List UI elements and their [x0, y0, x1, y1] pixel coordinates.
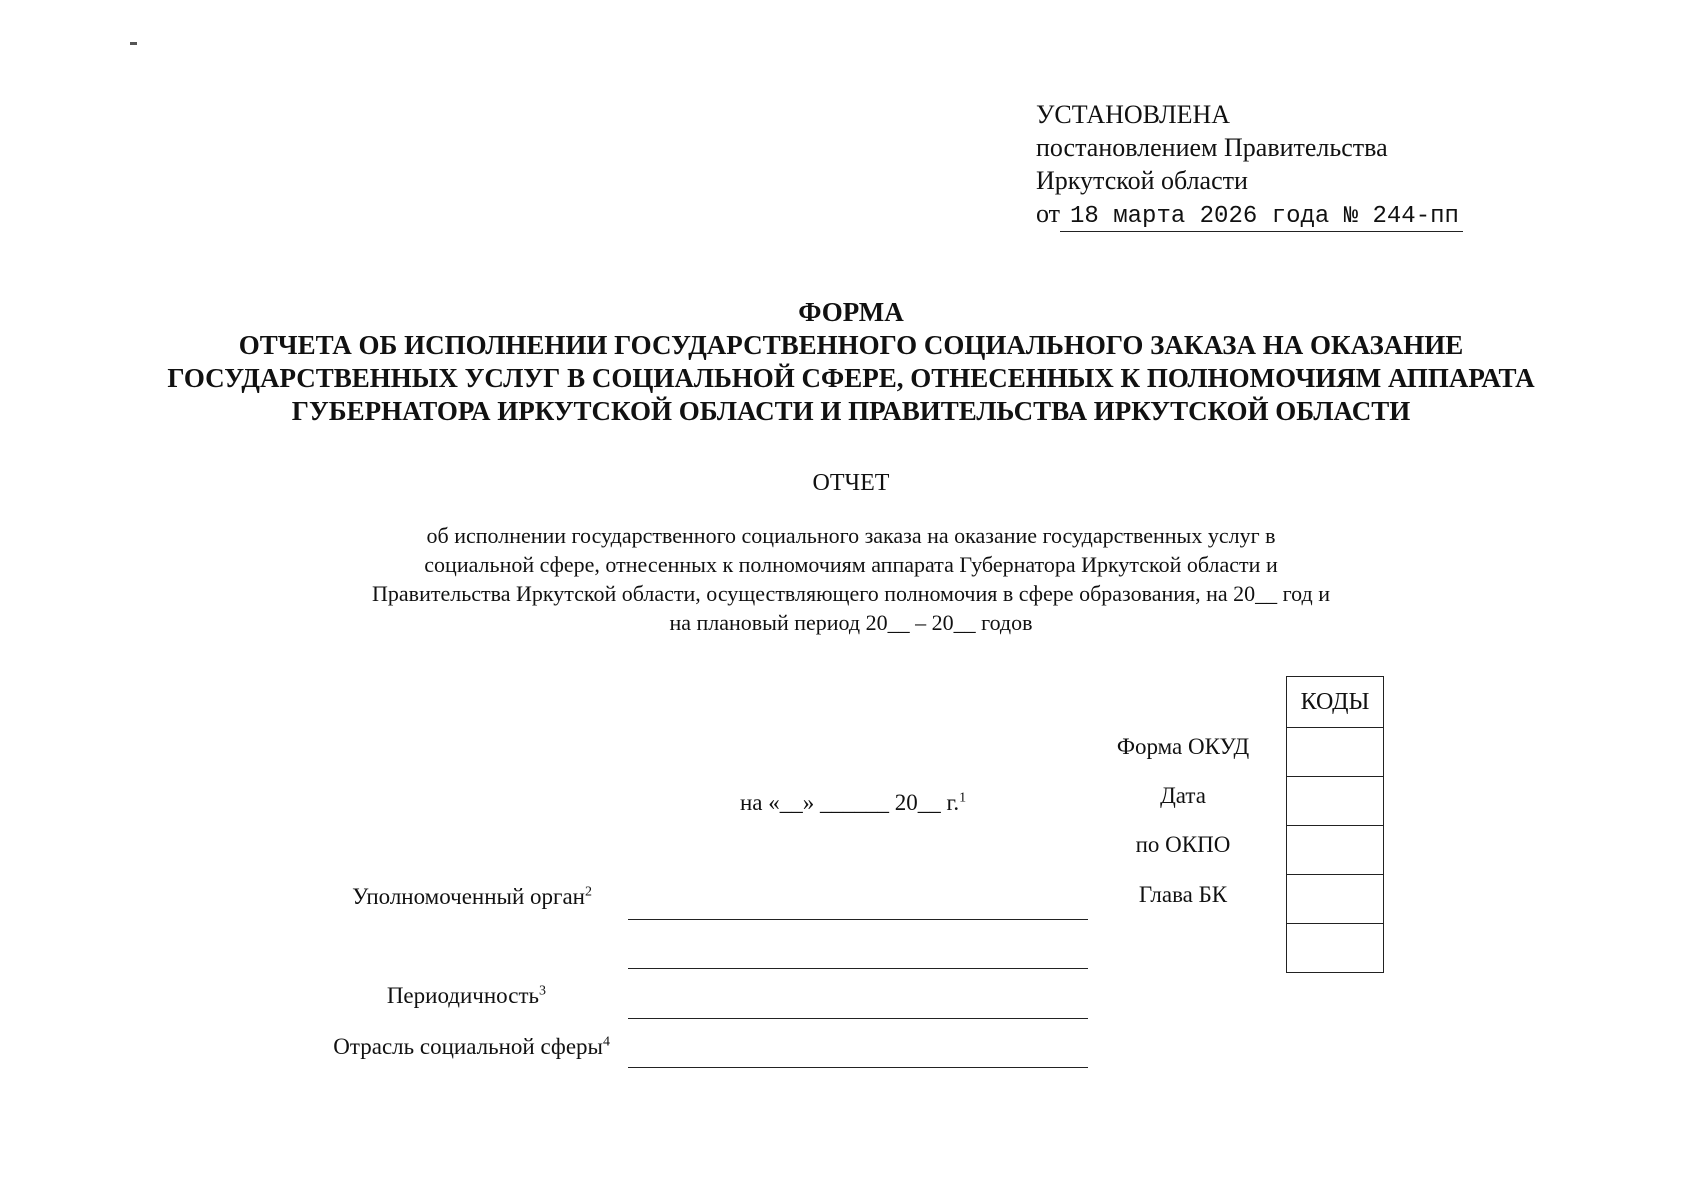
subtitle-line-2: социальной сфере, отнесенных к полномочиям аппарата Губернатора Иркутской области и	[424, 552, 1278, 577]
label-form-okud: Форма ОКУД	[1116, 734, 1250, 759]
approval-date-line	[1036, 197, 1463, 232]
title-line-4: ГУБЕРНАТОРА ИРКУТСКОЙ ОБЛАСТИ И ПРАВИТЕЛЬСТВА ИРКУТСКОЙ ОБЛАСТИ	[291, 396, 1411, 426]
approval-line-1: УСТАНОВЛЕНА	[1036, 100, 1231, 129]
footnote-2: 2	[585, 884, 592, 900]
codes-header: КОДЫ	[1287, 677, 1384, 728]
footnote-4: 4	[603, 1034, 610, 1050]
authority-label	[352, 884, 592, 910]
label-date: Дата	[1160, 783, 1206, 808]
approval-stamp	[1036, 98, 1463, 232]
code-cell-okud[interactable]	[1287, 728, 1384, 777]
title-line-2: ОТЧЕТА ОБ ИСПОЛНЕНИИ ГОСУДАРСТВЕННОГО СОЦИАЛЬНОГО ЗАКАЗА НА ОКАЗАНИЕ	[238, 330, 1464, 360]
code-cell-okpo[interactable]	[1287, 826, 1384, 875]
label-glava-bk: Глава БК	[1138, 882, 1228, 907]
code-cell-extra[interactable]	[1287, 924, 1384, 973]
footnote-1: 1	[959, 790, 967, 806]
report-heading: ОТЧЕТ	[812, 470, 890, 496]
subtitle-line-4: на плановый период 20__ – 20__ годов	[669, 610, 1033, 635]
code-cell-bk[interactable]	[1287, 875, 1384, 924]
title-line-1: ФОРМА	[798, 297, 904, 327]
subtitle-line-3: Правительства Иркутской области, осуществляющего полномочия в сфере образования, на 20__ год и	[372, 581, 1330, 606]
authority-label-text: Уполномоченный орган	[352, 884, 585, 909]
codes-table	[1286, 676, 1384, 973]
sector-line[interactable]	[628, 1067, 1088, 1068]
periodicity-label	[387, 983, 546, 1009]
approval-line-2: постановлением Правительства	[1036, 133, 1388, 162]
scan-speck	[130, 42, 137, 45]
report-date-field	[740, 790, 966, 816]
authority-line-1[interactable]	[628, 919, 1088, 920]
periodicity-line[interactable]	[628, 1018, 1088, 1019]
approval-date-prefix: от	[1036, 199, 1061, 228]
periodicity-label-text: Периодичность	[386, 983, 539, 1008]
approval-line-3: Иркутской области	[1036, 166, 1248, 195]
approval-date-handwritten: 18 марта 2026 года № 244-пп	[1060, 203, 1463, 232]
sector-label	[333, 1034, 610, 1060]
title-line-3: ГОСУДАРСТВЕННЫХ УСЛУГ В СОЦИАЛЬНОЙ СФЕРЕ, ОТНЕСЕННЫХ К ПОЛНОМОЧИЯМ АППАРАТА	[167, 363, 1535, 393]
label-okpo: по ОКПО	[1135, 832, 1231, 857]
authority-line-2[interactable]	[628, 968, 1088, 969]
report-date-text: на «__» ______ 20__ г.	[740, 790, 960, 815]
footnote-3: 3	[539, 983, 546, 999]
sector-label-text: Отрасль социальной сферы	[333, 1034, 603, 1059]
form-title	[0, 296, 1702, 428]
report-subtitle	[0, 521, 1702, 637]
code-cell-date[interactable]	[1287, 777, 1384, 826]
subtitle-line-1: об исполнении государственного социального заказа на оказание государственных услуг в	[426, 523, 1276, 548]
